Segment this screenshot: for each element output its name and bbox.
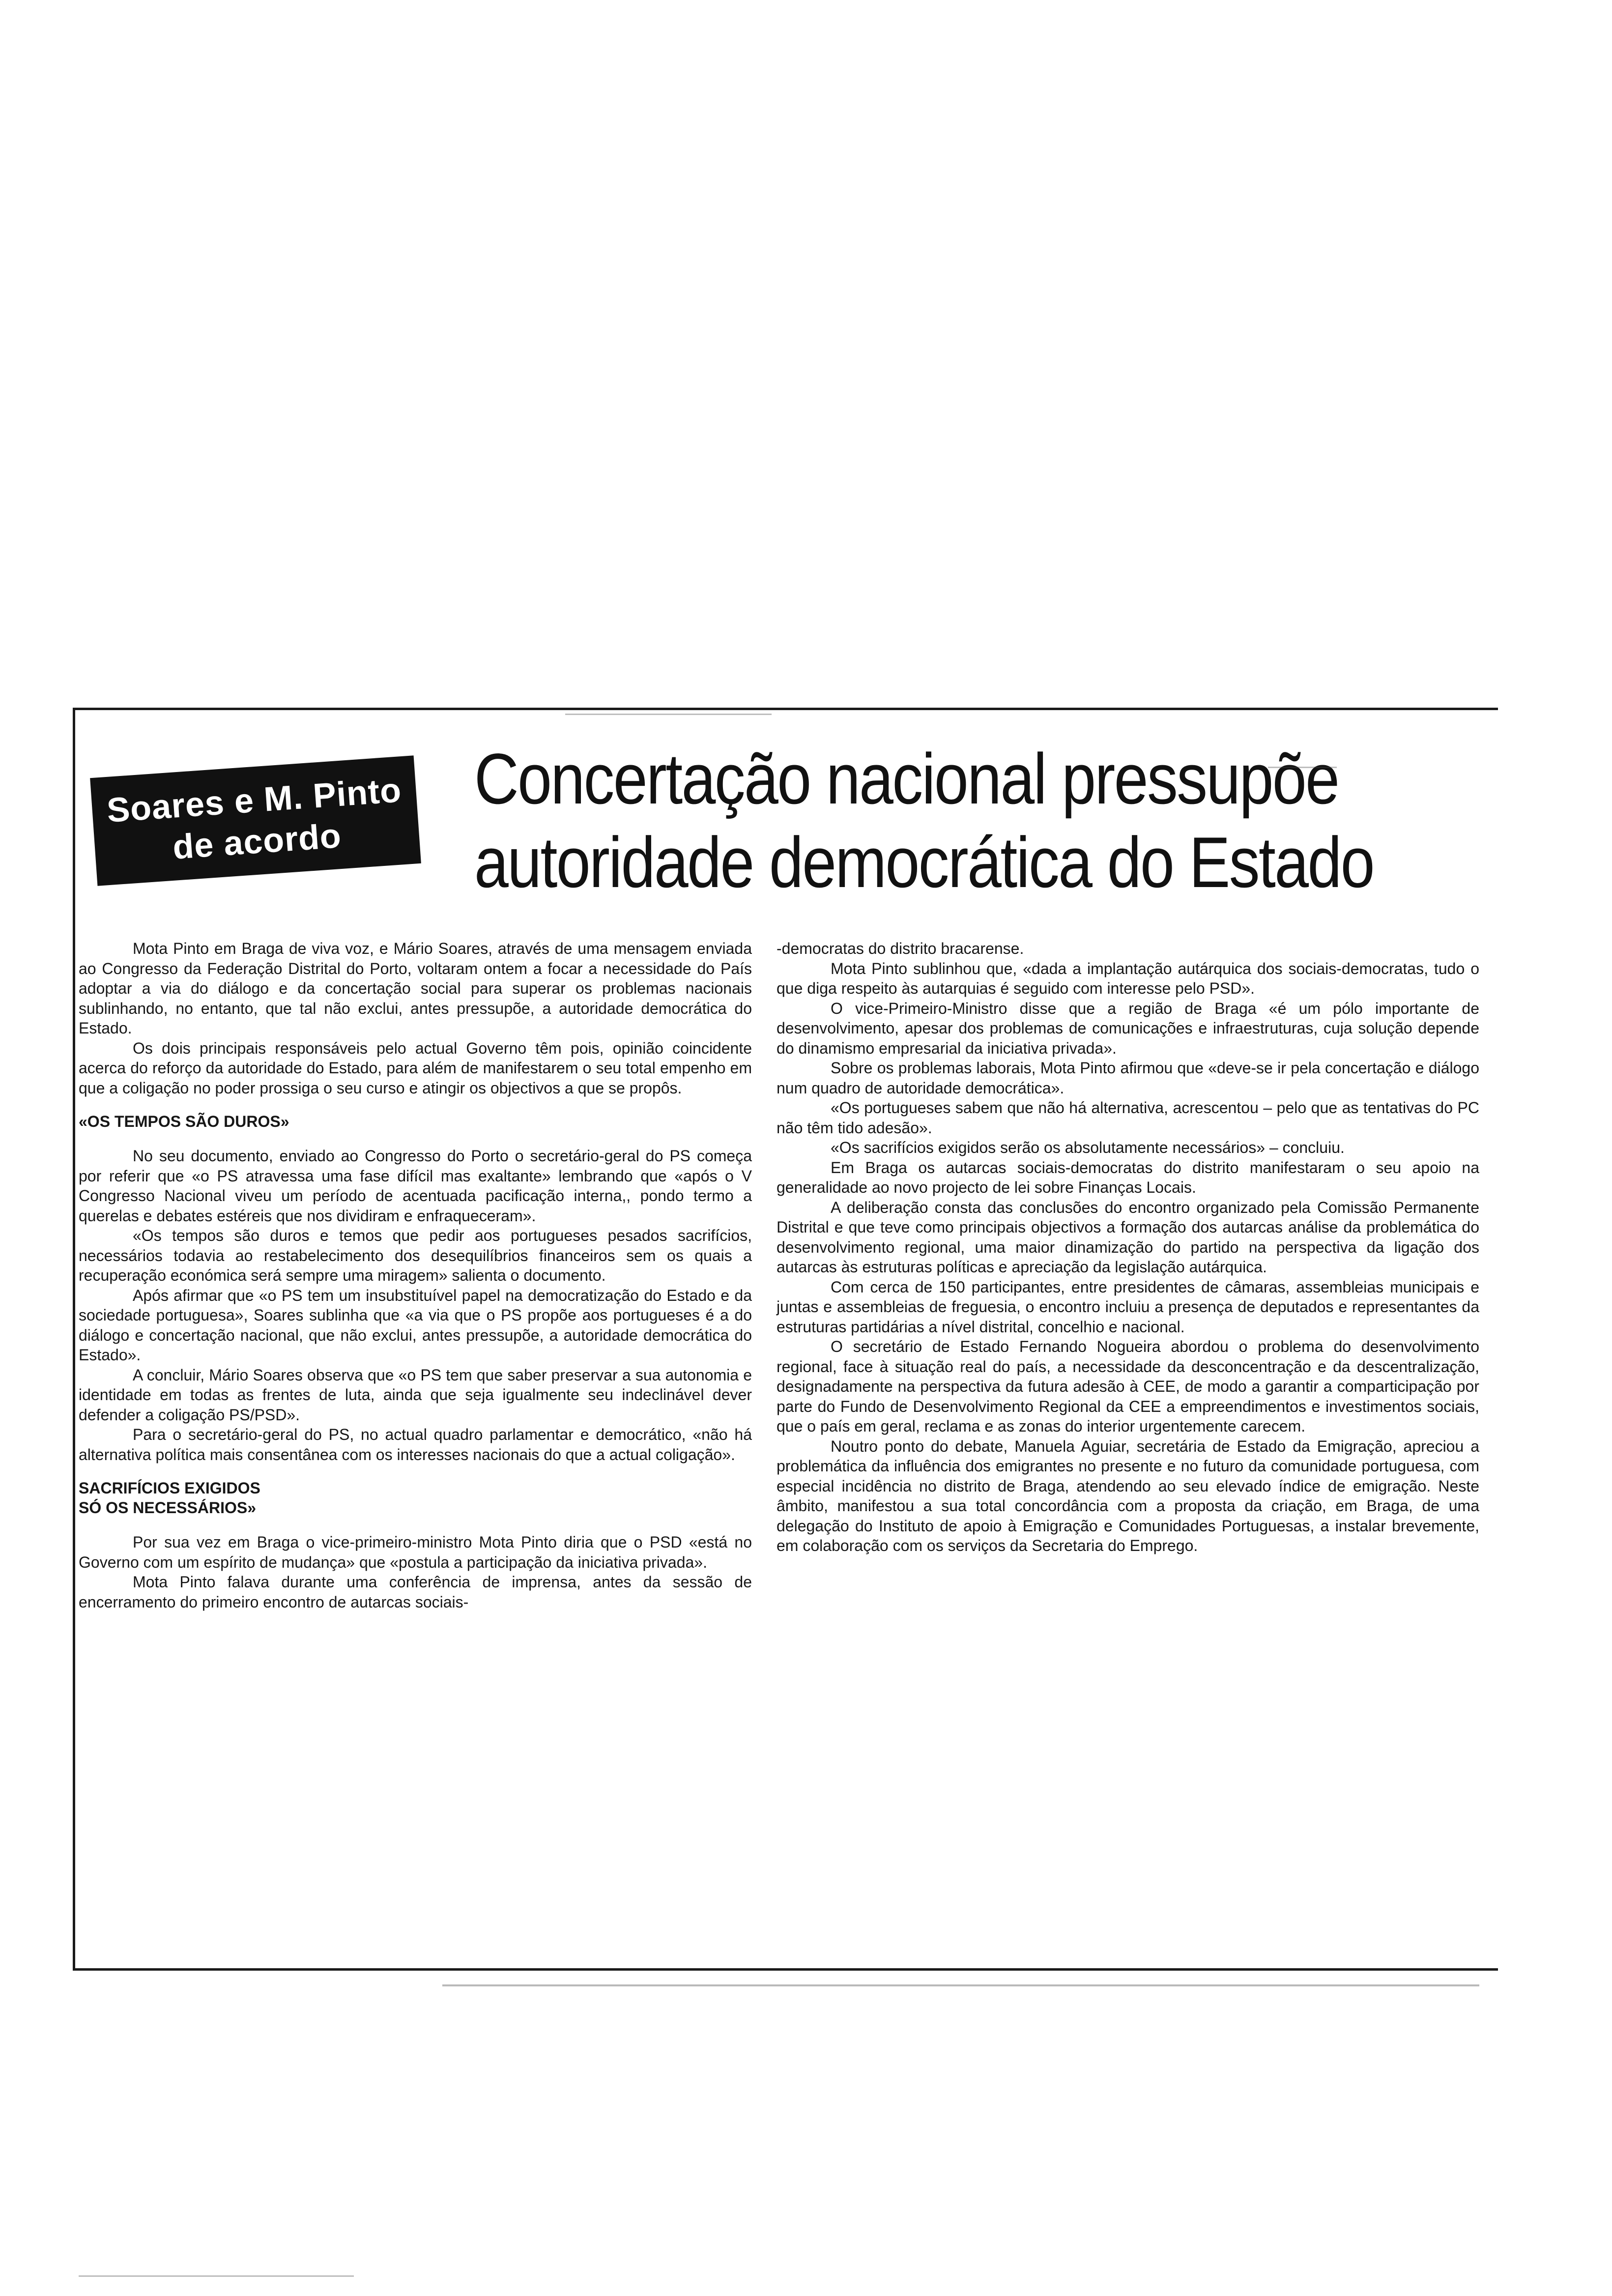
- paragraph: Com cerca de 150 participantes, entre presidentes de câmaras, assembleias municipais e juntas e assembleias de freguesia, o encontro incluiu a presença de deputados e representantes da estruturas partidárias a nível distrital, concelhio e nacional.: [777, 1278, 1479, 1336]
- paragraph: -democratas do distrito bracarense.: [777, 940, 1024, 957]
- paragraph: A concluir, Mário Soares observa que «o PS tem que saber preservar a sua autonomia e identidade em todas as frentes de luta, ainda que seja igualmente seu indeclinável dever defender a coligação PS/PSD».: [79, 1366, 752, 1424]
- paragraph: Por sua vez em Braga o vice-primeiro-ministro Mota Pinto diria que o PSD «está no Governo com um espírito de mudança» que «postula a participação da iniciativa privada».: [79, 1533, 752, 1571]
- kicker-box: [90, 755, 421, 886]
- paragraph: «Os sacrifícios exigidos serão os absolutamente necessários» – concluiu.: [831, 1139, 1345, 1156]
- subheading: «OS TEMPOS SÃO DUROS»: [79, 1113, 289, 1130]
- article-column-right: [777, 939, 1479, 1556]
- paragraph: Sobre os problemas laborais, Mota Pinto afirmou que «deve-se ir pela concertação e diálogo num quadro de autoridade democrática».: [777, 1059, 1479, 1097]
- scan-artifact-speck: [79, 2275, 354, 2277]
- subheading: SACRIFÍCIOS EXIGIDOS SÓ OS NECESSÁRIOS»: [79, 1479, 260, 1517]
- paragraph: Mota Pinto falava durante uma conferência de imprensa, antes da sessão de encerramento do primeiro encontro de autarcas sociais-: [79, 1573, 752, 1611]
- paragraph: Em Braga os autarcas sociais-democratas do distrito manifestaram o seu apoio na generalidade ao novo projecto de lei sobre Finanças Locais.: [777, 1158, 1479, 1196]
- scan-artifact-line: [442, 1984, 1479, 1986]
- scan-artifact-speck: [565, 714, 772, 715]
- kicker-line-1: Soares e M. Pinto: [105, 771, 403, 830]
- paragraph: No seu documento, enviado ao Congresso do Porto o secretário-geral do PS começa por referir que «o PS atravessa uma fase difícil mas exaltante» lembrando que «após o V Congresso Nacional viveu um período de acentuada pacificação interna,, pondo termo a querelas e debates estéreis que nos dividiram e enfraqueceram».: [79, 1147, 752, 1225]
- paragraph: A deliberação consta das conclusões do encontro organizado pela Comissão Permanente Distrital e que teve como principais objectivos a formação dos autarcas análise da problemática do desenvolvimento regional, uma maior dinamização do partido na perspectiva da ligação dos autarcas às estruturas políticas e apreciação da legislação autárquica.: [777, 1198, 1479, 1276]
- paragraph: Para o secretário-geral do PS, no actual quadro parlamentar e democrático, «não há alternativa política mais consentânea com os interesses nacionais do que a actual coligação».: [79, 1426, 752, 1464]
- kicker-line-2: de acordo: [171, 816, 343, 866]
- paragraph: Mota Pinto sublinhou que, «dada a implantação autárquica dos sociais-democratas, tudo o que diga respeito às autarquias é seguido com interesse pelo PSD».: [777, 959, 1479, 997]
- scan-artifact-speck: [1268, 767, 1337, 768]
- article-column-left: [79, 939, 752, 1612]
- paragraph: Noutro ponto do debate, Manuela Aguiar, secretária de Estado da Emigração, apreciou a problemática da influência dos emigrantes no presente e no futuro da comunidade portuguesa, com especial incidência no distrito de Braga, atendendo ao seu elevado índice de emigração. Neste âmbito, manifestou a sua total concordância com a proposta da criação, em Braga, de uma delegação do Instituto de apoio à Emigração e Comunidades Portuguesas, a instalar brevemente, em colaboração com os serviços da Secretaria do Emprego.: [777, 1437, 1479, 1554]
- paragraph: Mota Pinto em Braga de viva voz, e Mário Soares, através de uma mensagem enviada ao Congresso da Federação Distrital do Porto, voltaram ontem a focar a necessidade do País adoptar a via do diálogo e da concertação social para superar os problemas nacionais sublinhando, no entanto, que tal não exclui, antes pressupõe, a autoridade democrática do Estado.: [79, 940, 752, 1037]
- paragraph: O secretário de Estado Fernando Nogueira abordou o problema do desenvolvimento regional, face à situação real do país, a necessidade da desconcentração e da descentralização, designadamente na perspectiva da futura adesão à CEE, de modo a garantir a comparticipação por parte do Fundo de Desenvolvimento Regional da CEE a empreendimentos e investimentos sociais, que o país em geral, reclama e as zonas do interior urgentemente carecem.: [777, 1338, 1479, 1435]
- headline-line-1: Concertação nacional pressupõe: [474, 739, 1339, 819]
- paragraph: «Os portugueses sabem que não há alternativa, acrescentou – pelo que as tentativas do PC não têm tido adesão».: [777, 1099, 1479, 1137]
- paragraph: «Os tempos são duros e temos que pedir aos portugueses pesados sacrifícios, necessários todavia ao restabelecimento dos desequilíbrios financeiros sem os quais a recuperação económica será sempre uma miragem» salienta o documento.: [79, 1227, 752, 1284]
- paragraph: Os dois principais responsáveis pelo actual Governo têm pois, opinião coincidente acerca do reforço da autoridade do Estado, para além de manifestarem o seu total empenho em que a coligação no poder prossiga o seu curso e atingir os objectivos a que se propôs.: [79, 1039, 752, 1097]
- headline: [474, 737, 1374, 904]
- paragraph: Após afirmar que «o PS tem um insubstituível papel na democratização do Estado e da sociedade portuguesa», Soares sublinha que «a via que o PS propõe aos portugueses é a do diálogo e concertação nacional, que não exclui, antes pressupõe, a autoridade democrática do Estado».: [79, 1286, 752, 1364]
- headline-line-2: autoridade democrática do Estado: [474, 822, 1374, 902]
- paragraph: O vice-Primeiro-Ministro disse que a região de Braga «é um pólo importante de desenvolvimento, apesar dos problemas de comunicações e infraestruturas, cuja solução depende do dinamismo empresarial da iniciativa privada».: [777, 999, 1479, 1057]
